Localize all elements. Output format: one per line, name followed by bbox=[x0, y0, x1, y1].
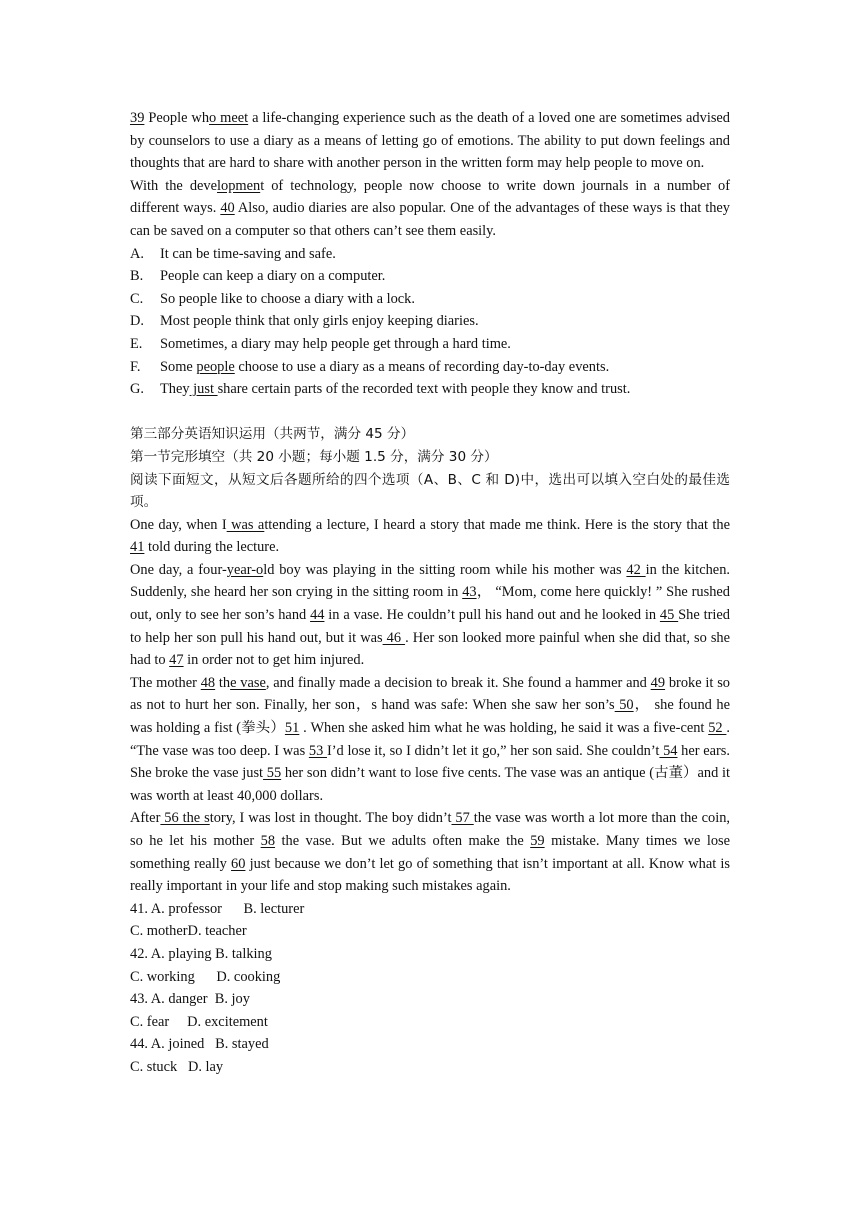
text-run: Some bbox=[160, 358, 197, 375]
text-run: People can keep a diary on a computer. bbox=[160, 268, 386, 285]
text-run: She tried to help her son pull his hand out, but it was bbox=[130, 607, 730, 646]
text-run: . “The vase was too deep. I was bbox=[130, 720, 730, 759]
underlined-blank: 55 bbox=[263, 765, 282, 782]
underlined-blank: lopmen bbox=[217, 177, 261, 194]
option-letter: G. bbox=[130, 381, 144, 398]
option-letter: E. bbox=[130, 335, 143, 352]
text-run: Sometimes, a diary may help people get through a hard time. bbox=[160, 335, 511, 352]
choice-line: 42. A. playing B. talking bbox=[130, 945, 272, 962]
instructions: 阅读下面短文，从短文后各题所给的四个选项（A、B、C 和 D)中，选出可以填入空白处的最佳选项。 bbox=[130, 471, 730, 511]
choice-line: 41. A. professor B. lecturer bbox=[130, 900, 305, 917]
text-run: I’d lose it, so I didn’t let it go,” her son said. She couldn’t bbox=[326, 742, 660, 759]
text-run: . When she asked him what he was holding, he said it was a five-cent bbox=[299, 720, 709, 737]
text-run: After bbox=[130, 810, 161, 827]
option-text bbox=[160, 378, 630, 401]
text-run: a life-changing experience such as the death of a loved one are sometimes advised by counselors to use a diary as a means of letting go of emotions. The ability to put down feelings and thoughts that are hard to share with another person in the written form may help people to move on. bbox=[130, 110, 730, 172]
text-run: One day, a four- bbox=[130, 561, 227, 578]
choice-line: 44. A. joined B. stayed bbox=[130, 1036, 269, 1053]
text-run: One day, when I bbox=[130, 516, 227, 533]
text-run: in a vase. He couldn’t pull his hand out and he looked in bbox=[324, 607, 660, 624]
subsection-title: 第一节完形填空（共 20 小题；每小题 1.5 分，满分 30 分） bbox=[130, 448, 498, 465]
underlined-blank: 50 bbox=[614, 697, 634, 714]
option-letter: B. bbox=[130, 268, 144, 285]
cloze-paragraph-4 bbox=[130, 807, 730, 897]
option-text bbox=[160, 356, 609, 379]
answer-options bbox=[130, 243, 730, 401]
text-run: in the kitchen. Suddenly, she heard her son crying in the sitting room in bbox=[130, 561, 730, 601]
cloze-paragraph-3 bbox=[130, 672, 730, 808]
underlined-blank: 51 bbox=[284, 720, 300, 737]
underlined-blank: just bbox=[189, 381, 218, 398]
underlined-blank: 44 bbox=[310, 607, 325, 624]
text-run: , and finally made a decision to break it. She found a hammer and bbox=[265, 674, 651, 691]
text-run: mistake. Many times we lose something really bbox=[130, 833, 730, 872]
text-run: They bbox=[160, 381, 190, 398]
text-run: With the deve bbox=[130, 177, 218, 194]
underlined-blank: 57 bbox=[451, 810, 474, 827]
text-run: ttending a lecture, I heard a story that made me think. Here is the story that the bbox=[264, 516, 731, 533]
underlined-blank: 46 bbox=[382, 629, 406, 646]
text-run: the vase. But we adults often make the bbox=[275, 833, 531, 849]
option-c bbox=[130, 288, 730, 311]
option-f bbox=[130, 356, 730, 379]
section-spacer bbox=[130, 401, 730, 424]
underlined-blank: 39 bbox=[130, 110, 145, 126]
underlined-blank: 58 bbox=[260, 833, 276, 849]
option-b bbox=[130, 265, 730, 288]
passage-paragraph-1 bbox=[130, 107, 730, 175]
text-run: The mother bbox=[130, 674, 201, 691]
option-text bbox=[160, 243, 336, 266]
underlined-blank: e vase bbox=[230, 674, 266, 691]
option-letter: F. bbox=[130, 358, 141, 375]
choice-line: C. fear D. excitement bbox=[130, 1013, 268, 1030]
text-run: It can be time-saving and safe. bbox=[160, 245, 336, 262]
text-run: share certain parts of the recorded text with people they know and trust. bbox=[217, 381, 631, 398]
text-run: t of technology, people now choose to write down journals in a number of different ways. bbox=[130, 177, 731, 217]
option-d bbox=[130, 310, 730, 333]
option-g bbox=[130, 378, 730, 401]
underlined-blank: 56 the s bbox=[160, 810, 210, 827]
text-run: People wh bbox=[144, 110, 210, 126]
text-run: broke it so as not to hurt her son. Finally, her son，s hand was safe: When she saw her son’s bbox=[130, 674, 730, 714]
option-a bbox=[130, 243, 730, 266]
cloze-paragraph-1 bbox=[130, 514, 730, 559]
option-letter: C. bbox=[130, 290, 144, 307]
choice-line: C. motherD. teacher bbox=[130, 923, 247, 940]
question-choices bbox=[130, 898, 730, 1079]
text-run: Most people think that only girls enjoy keeping diaries. bbox=[160, 313, 479, 330]
text-run: . Her son looked more painful when she did that, so she had to bbox=[130, 629, 730, 669]
cloze-paragraph-2 bbox=[130, 559, 730, 672]
underlined-blank: was a bbox=[226, 516, 265, 533]
option-text bbox=[160, 288, 415, 311]
section-title: 第三部分英语知识运用（共两节，满分 45 分） bbox=[130, 426, 415, 443]
text-run: Also, audio diaries are also popular. One of the advantages of these ways is that they can be saved on a computer so that others can’t see them easily. bbox=[130, 200, 731, 239]
underlined-blank: year-o bbox=[226, 561, 264, 578]
text-run: ， she found he was holding a fist (拳头） bbox=[130, 697, 730, 737]
underlined-blank: 40 bbox=[220, 200, 235, 217]
text-run: ， “Mom, come here quickly! ” She rushed out, only to see her son’s hand bbox=[130, 584, 731, 624]
text-run: ld boy was playing in the sitting room while his mother was bbox=[263, 561, 627, 578]
underlined-blank: 59 bbox=[530, 833, 545, 849]
text-run: tory, I was lost in thought. The boy didn’t bbox=[209, 810, 452, 827]
underlined-blank: 47 bbox=[169, 652, 184, 669]
underlined-blank: o meet bbox=[209, 110, 249, 126]
option-text bbox=[160, 265, 385, 288]
underlined-blank: people bbox=[196, 358, 235, 375]
underlined-blank: 60 bbox=[231, 855, 246, 872]
text-run: told during the lecture. bbox=[144, 539, 280, 556]
choice-line: C. working D. cooking bbox=[130, 968, 281, 985]
text-run: just because we don’t let go of something that isn’t important at all. Know what is really important in your life and stop making such mistakes again. bbox=[130, 855, 730, 895]
option-text bbox=[160, 310, 479, 333]
underlined-blank: 53 bbox=[308, 742, 327, 759]
option-text bbox=[160, 333, 511, 356]
text-run: the vase was worth a lot more than the coin, so he let his mother bbox=[130, 810, 730, 849]
text-run: her son didn’t want to lose five cents. The vase was an antique (古董）and it was worth at least 40,000 dollars. bbox=[130, 765, 730, 804]
underlined-blank: 41 bbox=[130, 539, 145, 556]
underlined-blank: 42 bbox=[626, 561, 646, 578]
option-letter: D. bbox=[130, 313, 144, 330]
option-e bbox=[130, 333, 730, 356]
choice-line: C. stuck D. lay bbox=[130, 1058, 224, 1075]
text-run: choose to use a diary as a means of recording day-to-day events. bbox=[234, 358, 610, 375]
underlined-blank: 48 bbox=[200, 674, 216, 691]
underlined-blank: 52 bbox=[708, 720, 727, 737]
underlined-blank: 49 bbox=[650, 674, 666, 691]
text-run: her ears. She broke the vase just bbox=[130, 742, 731, 782]
choice-line: 43. A. danger B. joy bbox=[130, 991, 250, 1008]
underlined-blank: 43 bbox=[462, 584, 477, 601]
underlined-blank: 54 bbox=[659, 742, 678, 759]
option-letter: A. bbox=[130, 245, 144, 262]
text-run: in order not to get him injured. bbox=[183, 652, 365, 669]
text-run: So people like to choose a diary with a lock. bbox=[160, 290, 415, 307]
underlined-blank: 45 bbox=[659, 607, 679, 624]
passage-paragraph-2 bbox=[130, 175, 730, 243]
text-run: th bbox=[215, 674, 231, 691]
